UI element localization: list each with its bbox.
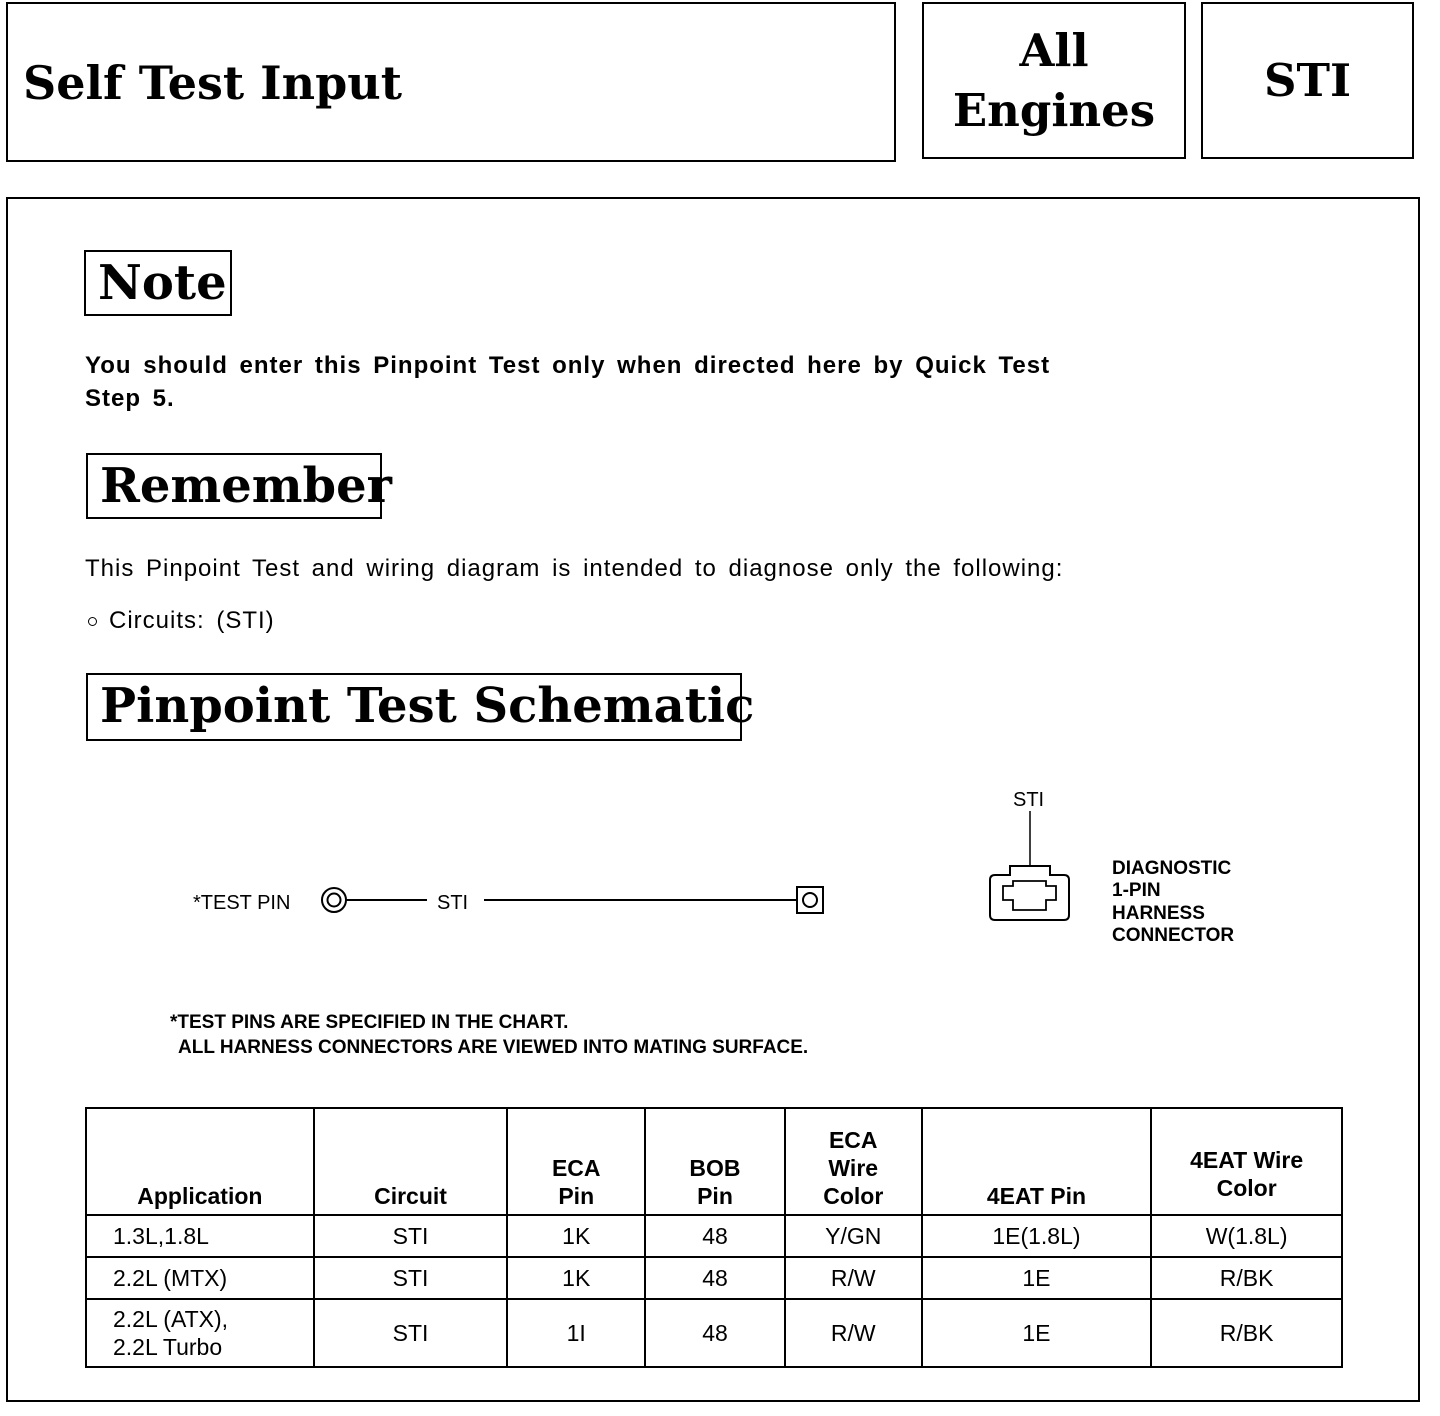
note-heading: Note <box>84 250 232 316</box>
header-bob-pin: BOB Pin <box>645 1108 785 1215</box>
cell-4eat-wire-color: W(1.8L) <box>1151 1215 1342 1257</box>
table-row <box>86 1299 1342 1367</box>
table-row <box>86 1215 1342 1257</box>
connector-icon <box>990 866 1069 920</box>
connector-label-line-3: HARNESS <box>1112 903 1205 924</box>
bullet-text: Circuits: (STI) <box>109 607 275 634</box>
cell-eca-wire-color: R/W <box>785 1257 922 1299</box>
header-code: STI <box>1263 54 1352 107</box>
table-header-row <box>86 1108 1342 1215</box>
test-pin-terminal-icon <box>322 888 346 912</box>
engines-line-2: Engines <box>952 83 1156 137</box>
schematic-heading: Pinpoint Test Schematic <box>86 673 742 741</box>
schematic-footnote <box>170 1010 808 1060</box>
connector-label-line-4: CONNECTOR <box>1112 925 1235 946</box>
header-circuit: Circuit <box>314 1108 508 1215</box>
connector-label-line-1: DIAGNOSTIC <box>1112 858 1232 879</box>
header-eca-pin: ECA Pin <box>507 1108 645 1215</box>
cell-circuit: STI <box>314 1299 508 1367</box>
engines-line-1: All <box>1019 23 1089 77</box>
cell-4eat-pin: 1E <box>922 1257 1152 1299</box>
cell-4eat-wire-color: R/BK <box>1151 1257 1342 1299</box>
cell-eca-pin: 1I <box>507 1299 645 1367</box>
cell-4eat-pin: 1E(1.8L) <box>922 1215 1152 1257</box>
cell-bob-pin: 48 <box>645 1215 785 1257</box>
header-4eat-wire-color: 4EAT Wire Color <box>1151 1108 1342 1215</box>
remember-heading: Remember <box>86 453 382 519</box>
cell-application: 2.2L (ATX), 2.2L Turbo <box>86 1299 314 1367</box>
cell-eca-pin: 1K <box>507 1257 645 1299</box>
cell-application: 2.2L (MTX) <box>86 1257 314 1299</box>
footnote-line-2: ALL HARNESS CONNECTORS ARE VIEWED INTO MATING SURFACE. <box>178 1037 809 1058</box>
cell-eca-wire-color: R/W <box>785 1299 922 1367</box>
cell-bob-pin: 48 <box>645 1257 785 1299</box>
cell-circuit: STI <box>314 1215 508 1257</box>
page-title: Self Test Input <box>23 56 402 110</box>
remember-text: This Pinpoint Test and wiring diagram is intended to diagnose only the following: <box>85 555 1064 582</box>
connector-pin-label: STI <box>1013 789 1045 811</box>
note-text-line-1: You should enter this Pinpoint Test only when directed here by Quick Test <box>85 352 1051 379</box>
table-row <box>86 1257 1342 1299</box>
cell-circuit: STI <box>314 1257 508 1299</box>
cell-application: 1.3L,1.8L <box>86 1215 314 1257</box>
connector-label-line-2: 1-PIN <box>1112 880 1161 901</box>
pin-terminal-icon <box>797 887 823 913</box>
note-text-line-2: Step 5. <box>85 385 175 412</box>
cell-bob-pin: 48 <box>645 1299 785 1367</box>
test-pin-label: *TEST PIN <box>193 892 291 914</box>
wire-label: STI <box>437 892 469 914</box>
cell-4eat-pin: 1E <box>922 1299 1152 1367</box>
pin-table <box>85 1107 1343 1368</box>
cell-eca-wire-color: Y/GN <box>785 1215 922 1257</box>
header-application: Application <box>86 1108 314 1215</box>
header-4eat-pin: 4EAT Pin <box>922 1108 1152 1215</box>
footnote-line-1: *TEST PINS ARE SPECIFIED IN THE CHART. <box>170 1012 569 1033</box>
cell-eca-pin: 1K <box>507 1215 645 1257</box>
cell-4eat-wire-color: R/BK <box>1151 1299 1342 1367</box>
header-eca-wire-color: ECA Wire Color <box>785 1108 922 1215</box>
